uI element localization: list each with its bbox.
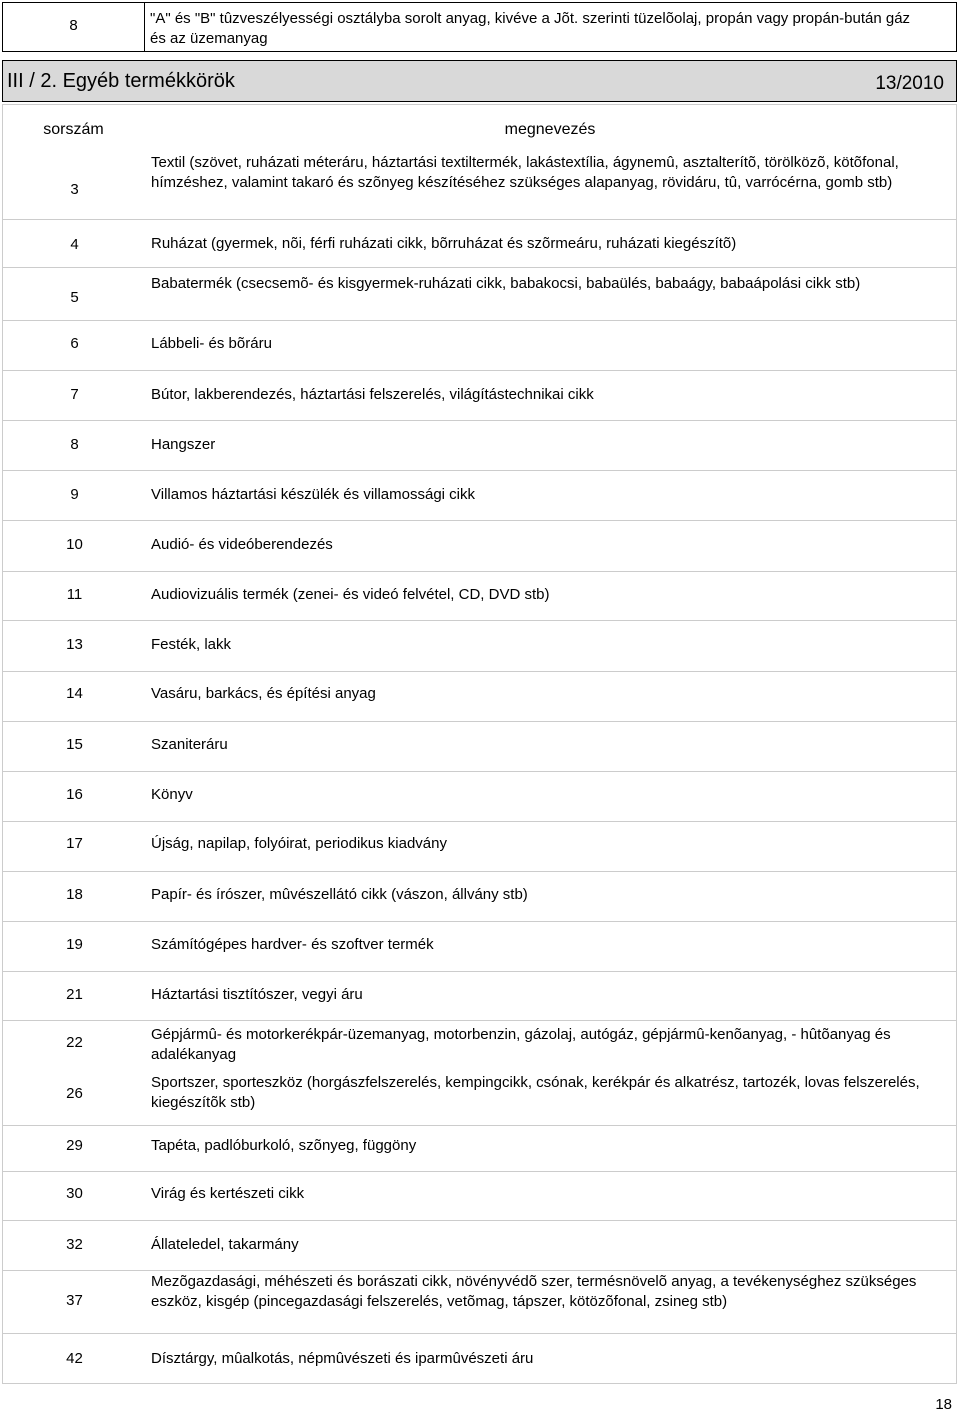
- row-number: 13: [66, 636, 83, 653]
- row-number: 42: [66, 1350, 83, 1367]
- row-separator: [3, 1125, 956, 1126]
- row-separator: [3, 571, 956, 572]
- row-text: Ruházat (gyermek, nõi, férfi ruházati cikk, bõrruházat és szõrmeáru, ruházati kiegészítõ): [151, 235, 737, 252]
- row-text: Gépjármû- és motorkerékpár-üzemanyag, motorbenzin, gázolaj, autógáz, gépjármû-kenõanyag, - hûtõanyag és adalékanyag: [151, 1026, 891, 1063]
- row-text: Virág és kertészeti cikk: [151, 1185, 305, 1202]
- section-title: III / 2. Egyéb termékkörök: [7, 70, 235, 92]
- row-number: 37: [66, 1292, 83, 1309]
- row-number: 32: [66, 1236, 83, 1253]
- column-header-name: megnevezés: [504, 121, 596, 138]
- row-separator: [3, 320, 956, 321]
- row-text: Textil (szövet, ruházati méteráru, háztartási textiltermék, lakástextília, ágynemû, asztalterítõ, törölközõ, kötõfonal, hímzéshez, valamint takaró és szõnyeg készítéséhez szükséges alapanyag, rövidáru, tû, varrócérna, gomb stb): [151, 154, 899, 191]
- row-separator: [3, 520, 956, 521]
- row-text: Bútor, lakberendezés, háztartási felszerelés, világítástechnikai cikk: [151, 386, 594, 403]
- row-number: 21: [66, 986, 83, 1003]
- row-text: Sportszer, sporteszköz (horgászfelszerelés, kempingcikk, csónak, kerékpár és alkatrész, tartozék, lovas felszerelés, kiegészítõk stb): [151, 1074, 920, 1111]
- row-number: 26: [66, 1085, 83, 1102]
- row-text: Háztartási tisztítószer, vegyi áru: [151, 986, 363, 1003]
- top-row-divider: [144, 3, 145, 51]
- row-number: 19: [66, 936, 83, 953]
- row-number: 6: [70, 335, 79, 352]
- row-separator: [3, 971, 956, 972]
- row-text: Újság, napilap, folyóirat, periodikus kiadvány: [151, 835, 447, 852]
- row-text: Számítógépes hardver- és szoftver termék: [151, 936, 434, 953]
- top-row-number: 8: [69, 17, 78, 34]
- column-header-number: sorszám: [43, 121, 104, 138]
- row-text: Festék, lakk: [151, 636, 232, 653]
- row-separator: [3, 370, 956, 371]
- row-separator: [3, 1220, 956, 1221]
- section-header: [2, 60, 957, 102]
- row-text: Audió- és videóberendezés: [151, 536, 333, 553]
- row-number: 7: [70, 386, 79, 403]
- row-separator: [3, 921, 956, 922]
- row-text: Szaniteráru: [151, 736, 228, 753]
- row-number: 9: [70, 486, 79, 503]
- row-number: 22: [66, 1034, 83, 1051]
- row-text: Tapéta, padlóburkoló, szõnyeg, függöny: [151, 1137, 417, 1154]
- row-separator: [3, 671, 956, 672]
- row-separator: [3, 267, 956, 268]
- row-separator: [3, 620, 956, 621]
- top-row-box: [2, 2, 957, 52]
- row-number: 16: [66, 786, 83, 803]
- row-number: 10: [66, 536, 83, 553]
- row-number: 3: [70, 181, 79, 198]
- row-separator: [3, 1020, 956, 1021]
- top-row-text: "A" és "B" tûzveszélyességi osztályba sorolt anyag, kivéve a Jõt. szerinti tüzelõolaj, propán vagy propán-bután gáz és az üzemanyag: [150, 10, 911, 47]
- row-text: Könyv: [151, 786, 193, 803]
- row-number: 29: [66, 1137, 83, 1154]
- row-separator: [3, 771, 956, 772]
- section-code: 13/2010: [875, 73, 944, 94]
- row-number: 15: [66, 736, 83, 753]
- row-number: 14: [66, 685, 83, 702]
- row-separator: [3, 1333, 956, 1334]
- row-separator: [3, 1270, 956, 1271]
- row-text: Állateledel, takarmány: [151, 1236, 299, 1253]
- row-number: 11: [66, 586, 83, 603]
- row-number: 4: [70, 236, 79, 253]
- row-text: Lábbeli- és bõráru: [151, 335, 272, 352]
- row-number: 17: [66, 835, 83, 852]
- page-number: 18: [935, 1396, 952, 1413]
- row-text: Villamos háztartási készülék és villamossági cikk: [151, 486, 476, 503]
- row-separator: [3, 821, 956, 822]
- row-number: 18: [66, 886, 83, 903]
- row-text: Papír- és írószer, mûvészellátó cikk (vászon, állvány stb): [151, 886, 528, 903]
- row-separator: [3, 871, 956, 872]
- items-table: [2, 104, 957, 1384]
- row-text: Mezõgazdasági, méhészeti és borászati cikk, növényvédõ szer, termésnövelõ anyag, a tevékenységhez szükséges eszköz, kisgép (pincegazdasági felszerelés, vetõmag, tápszer, kötözõfonal, zsineg stb): [151, 1273, 917, 1310]
- row-text: Babatermék (csecsemõ- és kisgyermek-ruházati cikk, babakocsi, babaülés, babaágy, babaápolási cikk stb): [151, 275, 861, 292]
- row-separator: [3, 420, 956, 421]
- row-text: Dísztárgy, mûalkotás, népmûvészeti és iparmûvészeti áru: [151, 1350, 534, 1367]
- row-text: Hangszer: [151, 436, 216, 453]
- row-separator: [3, 219, 956, 220]
- row-text: Vasáru, barkács, és építési anyag: [151, 685, 376, 702]
- row-text: Audiovizuális termék (zenei- és videó felvétel, CD, DVD stb): [151, 586, 550, 603]
- row-number: 30: [66, 1185, 83, 1202]
- row-separator: [3, 721, 956, 722]
- row-number: 8: [70, 436, 79, 453]
- row-separator: [3, 1171, 956, 1172]
- row-number: 5: [70, 289, 79, 306]
- row-separator: [3, 470, 956, 471]
